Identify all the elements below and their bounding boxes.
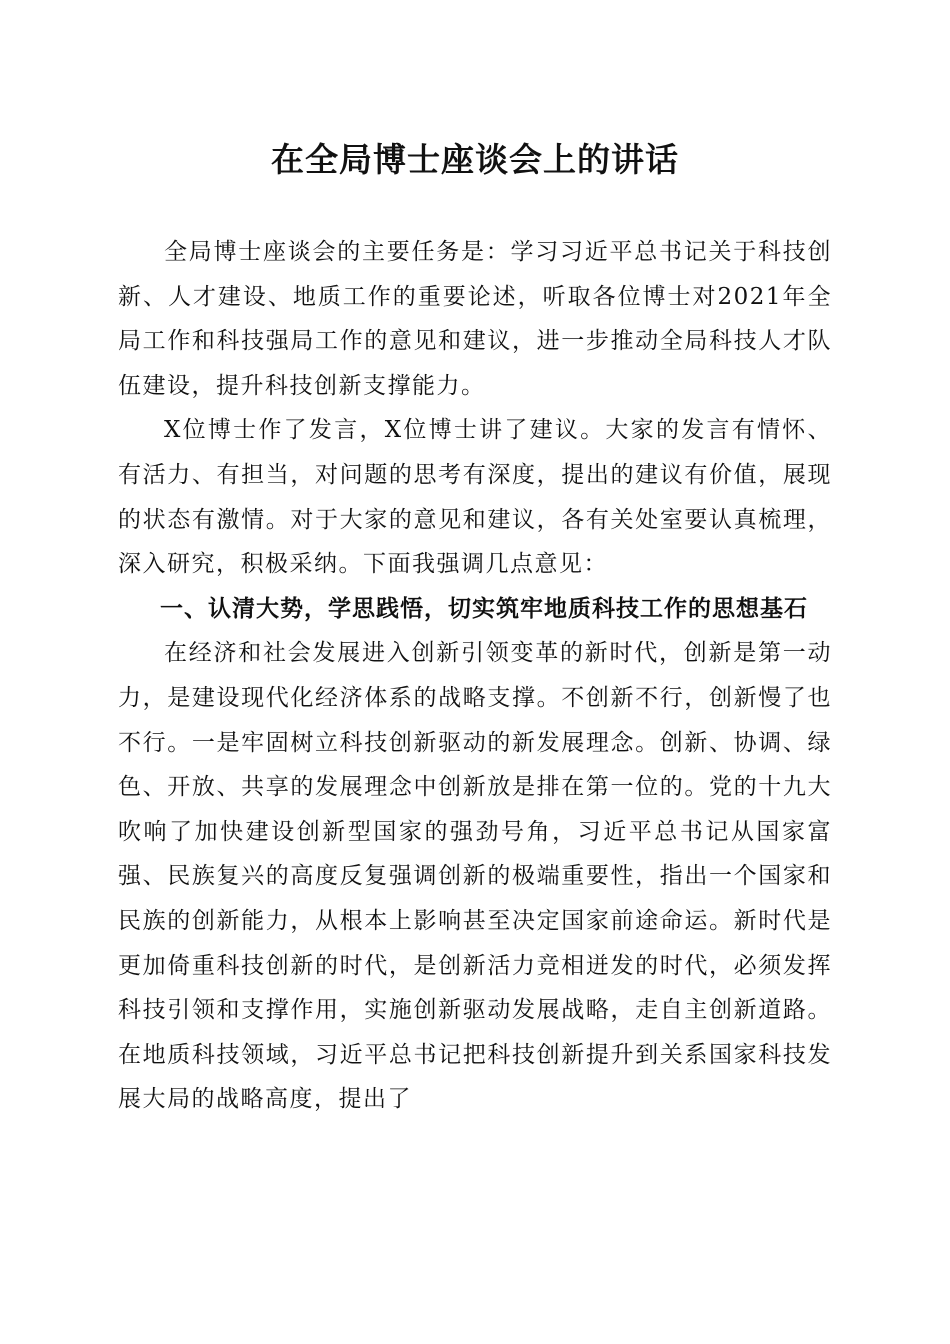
summary-paragraph: X位博士作了发言，X位博士讲了建议。大家的发言有情怀、有活力、有担当，对问题的思考有深度，提出的建议有价值，展现的状态有激情。对于大家的意见和建议，各有关处室要认真梳理，深入研究，积极采纳。下面我强调几点意见： [118,417,832,578]
document-body [118,230,832,1122]
section-heading: 一、认清大势，学思践悟，切实筑牢地质科技工作的思想基石 [160,594,808,622]
intro-paragraph: 全局博士座谈会的主要任务是：学习习近平总书记关于科技创新、人才建设、地质工作的重要论述，听取各位博士对2021年全局工作和科技强局工作的意见和建议，进一步推动全局科技人才队伍建设，提升科技创新支撑能力。 [118,239,832,399]
section-paragraph: 在经济和社会发展进入创新引领变革的新时代，创新是第一动力，是建设现代化经济体系的战略支撑。不创新不行，创新慢了也不行。一是牢固树立科技创新驱动的新发展理念。创新、协调、绿色、开放、共享的发展理念中创新放是排在第一位的。党的十九大吹响了加快建设创新型国家的强劲号角，习近平总书记从国家富强、民族复兴的高度反复强调创新的极端重要性，指出一个国家和民族的创新能力，从根本上影响甚至决定国家前途命运。新时代是更加倚重科技创新的时代，是创新活力竞相迸发的时代，必须发挥科技引领和支撑作用，实施创新驱动发展战略，走自主创新道路。在地质科技领域，习近平总书记把科技创新提升到关系国家科技发展大局的战略高度，提出了 [118,640,832,1113]
document-title: 在全局博士座谈会上的讲话 [271,140,679,179]
